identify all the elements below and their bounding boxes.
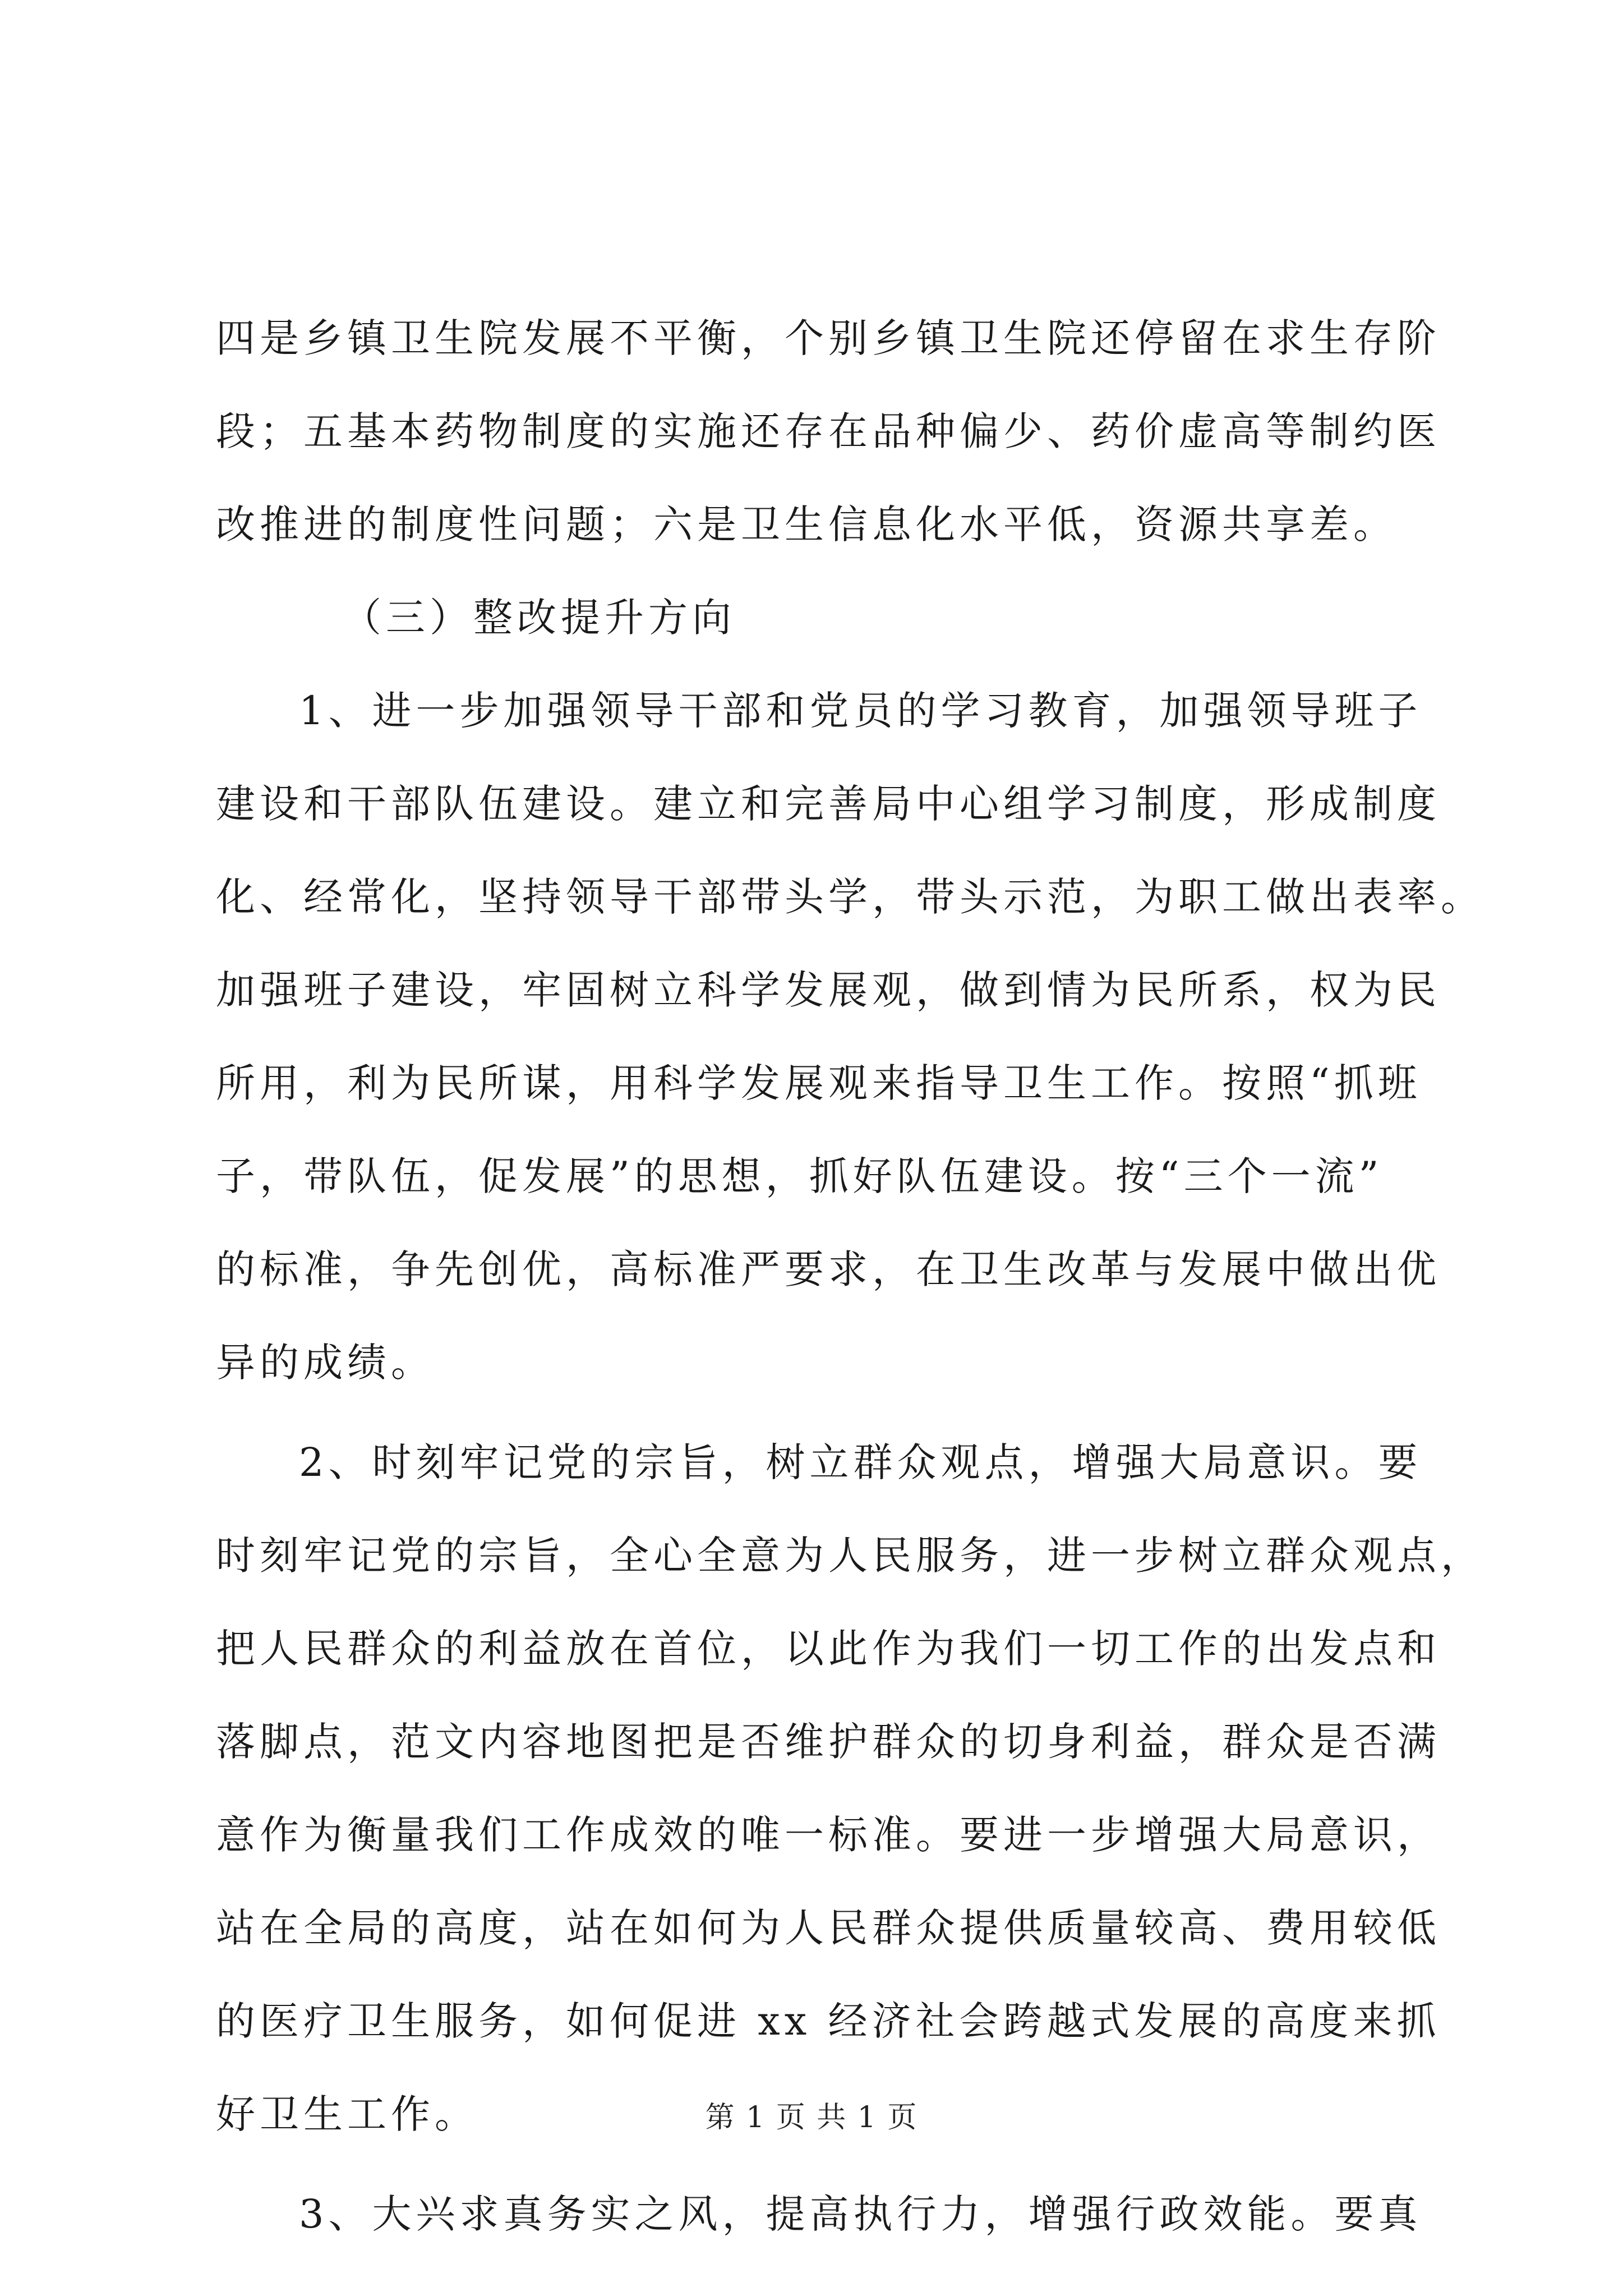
text-line: 站在全局的高度，站在如何为人民群众提供质量较高、费用较低 <box>216 1905 1441 1951</box>
text-line: 把人民群众的利益放在首位，以此作为我们一切工作的出发点和 <box>216 1626 1441 1672</box>
section-heading: （三）整改提升方向 <box>342 595 736 641</box>
text-line: 段；五基本药物制度的实施还存在品种偏少、药价虚高等制约医 <box>216 408 1441 454</box>
text-line: 好卫生工作。 <box>216 2091 478 2137</box>
text-line: 改推进的制度性问题；六是卫生信息化水平低，资源共享差。 <box>216 501 1397 547</box>
paragraph-start: 1、进一步加强领导干部和党员的学习教育，加强领导班子 <box>299 688 1422 734</box>
text-line: 建设和干部队伍建设。建立和完善局中心组学习制度，形成制度 <box>216 781 1441 827</box>
text-line: 化、经常化，坚持领导干部带头学，带头示范，为职工做出表率。 <box>216 874 1484 920</box>
page-footer: 第 1 页 共 1 页 <box>705 2101 918 2134</box>
text-line: 的医疗卫生服务，如何促进 xx 经济社会跨越式发展的高度来抓 <box>216 1998 1441 2044</box>
paragraph-start: 3、大兴求真务实之风，提高执行力，增强行政效能。要真 <box>299 2191 1422 2237</box>
text-line: 四是乡镇卫生院发展不平衡，个别乡镇卫生院还停留在求生存阶 <box>216 315 1441 361</box>
text-line: 所用，利为民所谋，用科学发展观来指导卫生工作。按照“抓班 <box>216 1060 1422 1106</box>
paragraph-gap <box>216 1409 1416 1416</box>
document-body <box>216 292 1484 2261</box>
text-line: 的标准，争先创优，高标准严要求，在卫生改革与发展中做出优 <box>216 1246 1441 1292</box>
text-line: 时刻牢记党的宗旨，全心全意为人民服务，进一步树立群众观点， <box>216 1533 1484 1579</box>
text-line: 子，带队伍，促发展”的思想，抓好队伍建设。按“三个一流” <box>216 1153 1384 1199</box>
text-line: 加强班子建设，牢固树立科学发展观，做到情为民所系，权为民 <box>216 967 1441 1013</box>
paragraph-gap <box>216 2161 1416 2168</box>
text-line: 意作为衡量我们工作成效的唯一标准。要进一步增强大局意识， <box>216 1812 1441 1858</box>
text-line: 异的成绩。 <box>216 1340 435 1386</box>
text-line: 落脚点，范文内容地图把是否维护群众的切身利益，群众是否满 <box>216 1719 1441 1765</box>
paragraph-start: 2、时刻牢记党的宗旨，树立群众观点，增强大局意识。要 <box>299 1439 1422 1485</box>
